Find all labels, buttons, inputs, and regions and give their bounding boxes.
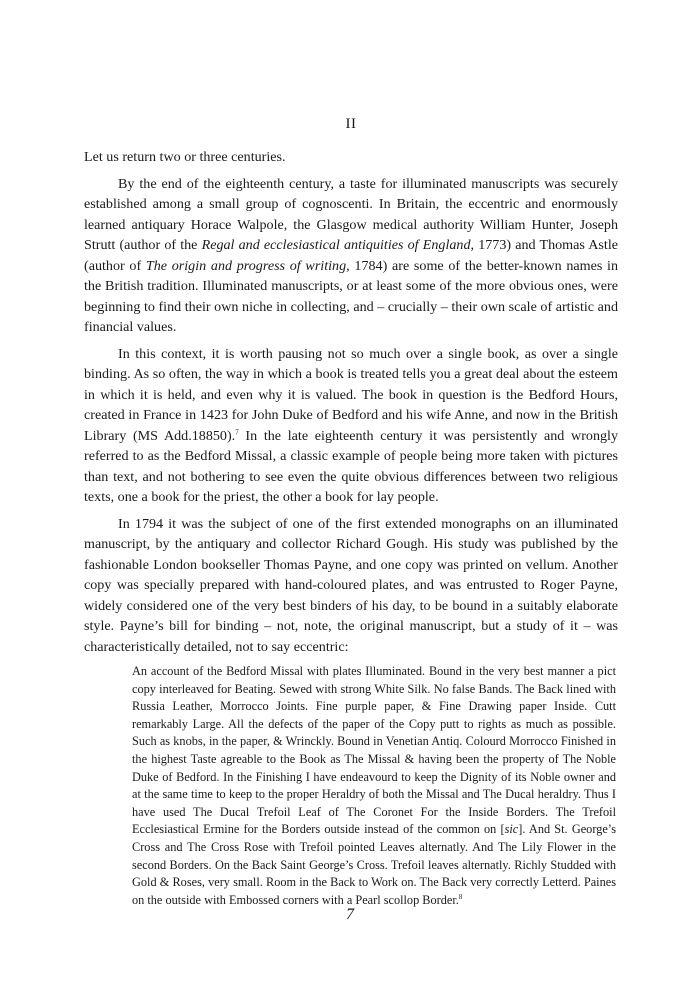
paragraph-3-text-b: In the late eighteenth century it was persistently and wrongly referred to as the Bedford Missal, a classic example of people being more taken with pictures than text, and not bothering to see even the quite obvious differences between two religious texts, one a book for the priest, the other a book for lay people. [84, 427, 618, 505]
paragraph-4-text: In 1794 it was the subject of one of the first extended monographs on an illuminated manuscript, by the antiquary and collector Richard Gough. His study was published by the fashionable London bookseller Thomas Payne, and one copy was printed on vellum. Another copy was specially prepared with hand-coloured plates, and was entrusted to Roger Payne, widely considered one of the very best binders of his day, to be bound in a suitably elaborate style. Payne’s bill for binding – not, note, the original manuscript, but a study of it – was characteristically detailed, not to say eccentric: [84, 515, 618, 655]
paragraph-2-text-b: , 1773) and Thomas Astle (author of [84, 237, 618, 274]
paragraph-3 [84, 344, 618, 508]
paragraph-2 [84, 174, 618, 338]
title-regal-antiquities: Regal and ecclesiastical antiquities of England [201, 237, 471, 253]
title-origin-of-writing: The origin and progress of writing, [145, 257, 350, 274]
paragraph-2-text-a: By the end of the eighteenth century, a taste for illuminated manuscripts was securely established among a small group of cognoscenti. In Britain, the eccentric and enormously learned antiquary Horace Walpole, the Glasgow medical authority William Hunter, Joseph Strutt (author of the [84, 175, 618, 253]
paragraph-2-text-c: 1784) are some of the better-known names in the British tradition. Illuminated manuscripts, or at least some of the more obvious ones, were beginning to find their own niche in collecting, and – crucially – their own scale of artistic and financial values. [84, 257, 619, 335]
quote-text-a: An account of the Bedford Missal with plates Illuminated. Bound in the very best manner a pict copy interleaved for Beating. Sewed with strong White Silk. No false Bands. The Back lined with Russia Leather, Morrocco Joints. Fine purple paper, & Fine Drawing paper Inside. Cutt remarkably Large. All the defects of the paper of the Copy putt to rights as much as possible. Such as knobs, in the paper, & Wrinckly. Bound in Venetian Antiq. Colourd Morrocco Finished in the highest Taste agreable to the Book as The Missal & having been the property of The Noble Duke of Bedford. In the Finishing I have endeavourd to keep the Dignity of its Noble owner and at the same time to keep to the proper Heraldry of both the Missal and The Ducal heraldry. Thus I have used The Ducal Trefoil Leaf of The Coronet For the Inside Borders. The Trefoil Ecclesiastical Ermine for the Borders outside instead of the common on [ [132, 664, 616, 837]
page-number: 7 [346, 906, 354, 923]
block-quote-binding-bill [132, 663, 616, 909]
section-heading: II [345, 116, 357, 132]
paragraph-3-text-a: In this context, it is worth pausing not so much over a single book, as over a single binding. As so often, the way in which a book is treated tells you a great deal about the esteem in which it is held, and even why it is valued. The book in question is the Bedford Hours, created in France in 1423 for John Duke of Bedford and his wife Anne, and now in the British Library (MS Add.18850). [84, 345, 618, 444]
quote-text-b: ]. And St. George’s Cross and The Cross Rose with Trefoil pointed Leaves alternatly. And The Lily Flower in the second Borders. On the Back Saint George’s Cross. Trefoil leaves alternatly. Richly Studded with Gold & Roses, very small. Room in the Back to Work on. The Back very correctly Letterd. Paines on the outside with Embossed corners with a Pearl scollop Border. [132, 822, 616, 907]
page-content [84, 116, 618, 909]
quote-sic: sic [504, 822, 519, 837]
body-text [84, 147, 618, 657]
paragraph-1 [84, 147, 618, 168]
paragraph-1-text: Let us return two or three centuries. [84, 149, 286, 165]
footnote-ref-8[interactable]: 8 [458, 892, 463, 901]
paragraph-4 [84, 514, 618, 658]
footnote-ref-7[interactable]: 7 [235, 427, 239, 436]
